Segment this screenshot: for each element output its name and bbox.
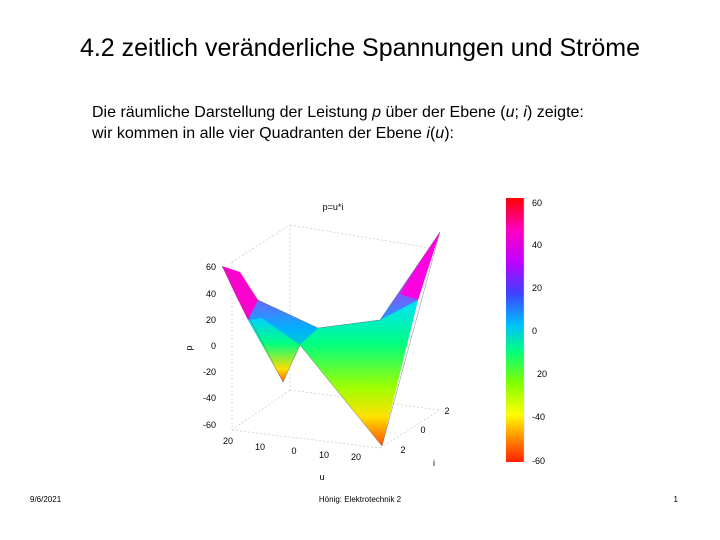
line1-text-c: ) zeigte: [526,104,584,121]
plot-xlabel: u [319,472,325,482]
z-tick-label: 0 [210,341,216,351]
u-tick-label: 20 [350,452,362,462]
z-tick-label: -60 [202,420,216,430]
colorbar-tick-label: -60 [532,456,546,466]
colorbar-tick-label: -40 [532,412,546,422]
u-tick-label: 0 [291,446,297,456]
colorbar-strip [506,198,524,462]
z-tick-labels [203,262,216,430]
z-tick-label: 60 [205,262,216,272]
line2-text-a: wir kommen in alle vier Quadranten der Ebene [92,125,427,142]
axis-edge-back-left [232,225,290,262]
u-tick-label: 10 [318,450,330,460]
colorbar-tick-labels [532,198,547,466]
line1-var-i: i [523,104,527,121]
axis-edge-floor-left [232,390,290,430]
i-tick-label: 2 [400,445,406,455]
line2-open: ( [429,125,436,142]
z-tick-label: 20 [205,315,216,325]
colorbar-tick-label: 60 [532,198,543,208]
z-tick-label: -40 [202,393,216,403]
line2-var-u: u [435,125,445,142]
saddle-surface [222,232,440,446]
z-tick-label: 40 [205,289,216,299]
surface-front-sheet [300,300,418,446]
plot-ylabel: i [433,458,435,468]
colorbar-tick-label: 20 [532,283,543,293]
colorbar-tick-label: 20 [537,369,548,379]
colorbar-tick-label: 40 [532,240,543,250]
u-tick-labels [223,436,361,462]
surface-top-right-corner [400,232,440,300]
axis-edge-back-top [290,225,430,248]
line1-sep: ; [514,104,524,121]
footer-date: 9/6/2021 [30,495,62,504]
footer-author: Hönig: Elektrotechnik 2 [318,495,402,504]
line2-close: ): [444,125,454,142]
i-tick-label: 2 [444,406,450,416]
plot-title: p=u*i [322,202,344,212]
z-tick-label: -20 [202,367,216,377]
colorbar [506,198,524,462]
u-tick-label: 10 [254,442,266,452]
i-tick-label: 0 [420,425,426,435]
colorbar-tick-label: 0 [532,326,538,336]
slide-title: 4.2 zeitlich veränderliche Spannungen und Ströme [79,34,641,62]
line1-var-u: u [505,104,515,121]
line2-var-i: i [426,125,430,142]
line1-text-a: Die räumliche Darstellung der Leistung [92,104,373,121]
footer-page-number: 1 [673,495,678,504]
line1-var-p: p [372,104,382,121]
u-tick-label: 20 [222,436,234,446]
line1-text-b: über der Ebene ( [381,104,506,121]
plot-zlabel: p [184,345,194,351]
